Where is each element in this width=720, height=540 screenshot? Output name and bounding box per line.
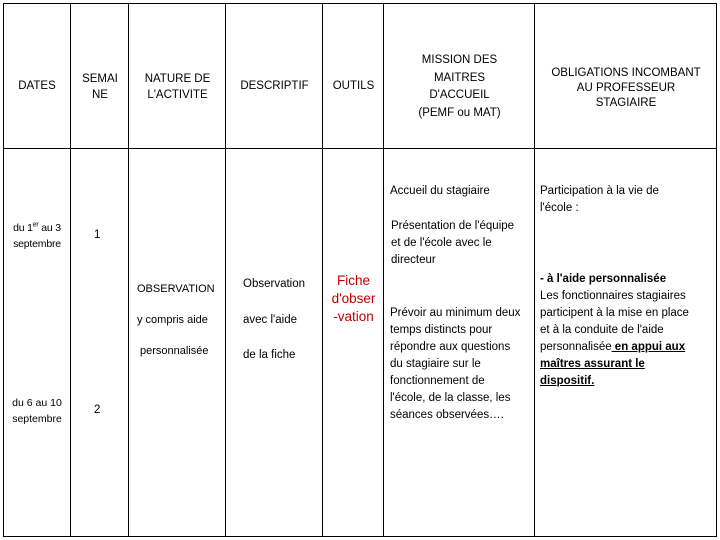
outils-line: d'obser [331, 291, 376, 306]
mission-prevoir-line: fonctionnement de [390, 375, 485, 387]
date-week-2-line1: du 6 au 10 [12, 397, 62, 409]
header-mission [384, 52, 535, 122]
mission-presentation-line: Présentation de l'équipe [391, 220, 515, 232]
obligations-aide-line: et à la conduite de l'aide [540, 324, 664, 336]
mission-prevoir-line: Prévoir au minimum deux [390, 307, 521, 319]
mission-prevoir-line: répondre aux questions [390, 341, 511, 353]
header-semaine-line: SEMAI [82, 73, 118, 85]
date-week-1-line: du 1er au 3 [13, 221, 61, 234]
header-nature-line: NATURE DE [144, 73, 211, 85]
date-week-1-line2: septembre [13, 238, 61, 250]
header-obligations [535, 66, 717, 111]
obligations-participation [540, 183, 659, 217]
mission-prevoir-line: séances observées…. [390, 409, 504, 421]
header-outils: OUTILS [332, 80, 375, 92]
nature-aide: y compris aide [137, 314, 208, 326]
nature-observation: OBSERVATION [137, 283, 215, 295]
mission-prevoir [390, 305, 520, 424]
date-week-2 [3, 395, 71, 427]
header-obligations-line: AU PROFESSEUR [576, 82, 676, 94]
descriptif-fiche: de la fiche [243, 349, 296, 361]
descriptif-observation: Observation [243, 278, 306, 290]
header-obligations-line: OBLIGATIONS INCOMBANT [551, 67, 701, 79]
mission-presentation-line: et de l'école avec le [391, 237, 492, 249]
header-descriptif: DESCRIPTIF [240, 80, 309, 92]
header-nature-line: L'ACTIVITE [147, 89, 208, 101]
outils-line: -vation [333, 309, 374, 324]
table-border-top [3, 3, 717, 4]
header-mission-line: MAITRES [433, 71, 486, 84]
obligations-participation-line: Participation à la vie de [540, 185, 659, 197]
header-semaine-line: NE [92, 89, 108, 101]
obligations-aide-underlined: dispositif. [540, 375, 595, 387]
mission-presentation-line: directeur [391, 254, 436, 266]
header-semaine [71, 71, 129, 103]
header-separator [3, 148, 717, 149]
date-week-2-line2: septembre [12, 413, 62, 425]
obligations-aide-line: participent à la mise en place [540, 307, 689, 319]
header-mission-line: D'ACCUEIL [429, 89, 490, 101]
week-number-1: 1 [94, 229, 101, 241]
header-mission-line: MISSION DES [421, 54, 498, 66]
mission-prevoir-line: du stagiaire sur le [390, 358, 481, 370]
obligations-aide [540, 271, 689, 390]
mission-accueil: Accueil du stagiaire [390, 185, 490, 197]
obligations-aide-mixed-line: personnalisée en appui aux [540, 341, 686, 353]
obligations-aide-title: - à l'aide personnalisée [540, 273, 667, 285]
mission-prevoir-line: temps distincts pour [390, 324, 493, 336]
mission-presentation [391, 218, 514, 269]
date-week-1 [3, 220, 71, 252]
obligations-aide-line: Les fonctionnaires stagiaires [540, 290, 686, 302]
header-dates: DATES [18, 80, 56, 92]
outils-fiche [323, 272, 384, 326]
descriptif-aide: avec l'aide [243, 314, 297, 326]
mission-prevoir-line: l'école, de la classe, les [390, 392, 511, 404]
table-border-bottom [3, 536, 717, 537]
header-nature [129, 71, 226, 103]
obligations-aide-underlined: maîtres assurant le [540, 358, 645, 370]
obligations-participation-line: l'école : [540, 202, 579, 214]
nature-personnalisee: personnalisée [140, 345, 209, 357]
header-mission-line: (PEMF ou MAT) [418, 106, 501, 119]
outils-line: Fiche [336, 273, 370, 288]
week-number-2: 2 [94, 404, 101, 416]
header-obligations-line: STAGIAIRE [595, 97, 657, 109]
